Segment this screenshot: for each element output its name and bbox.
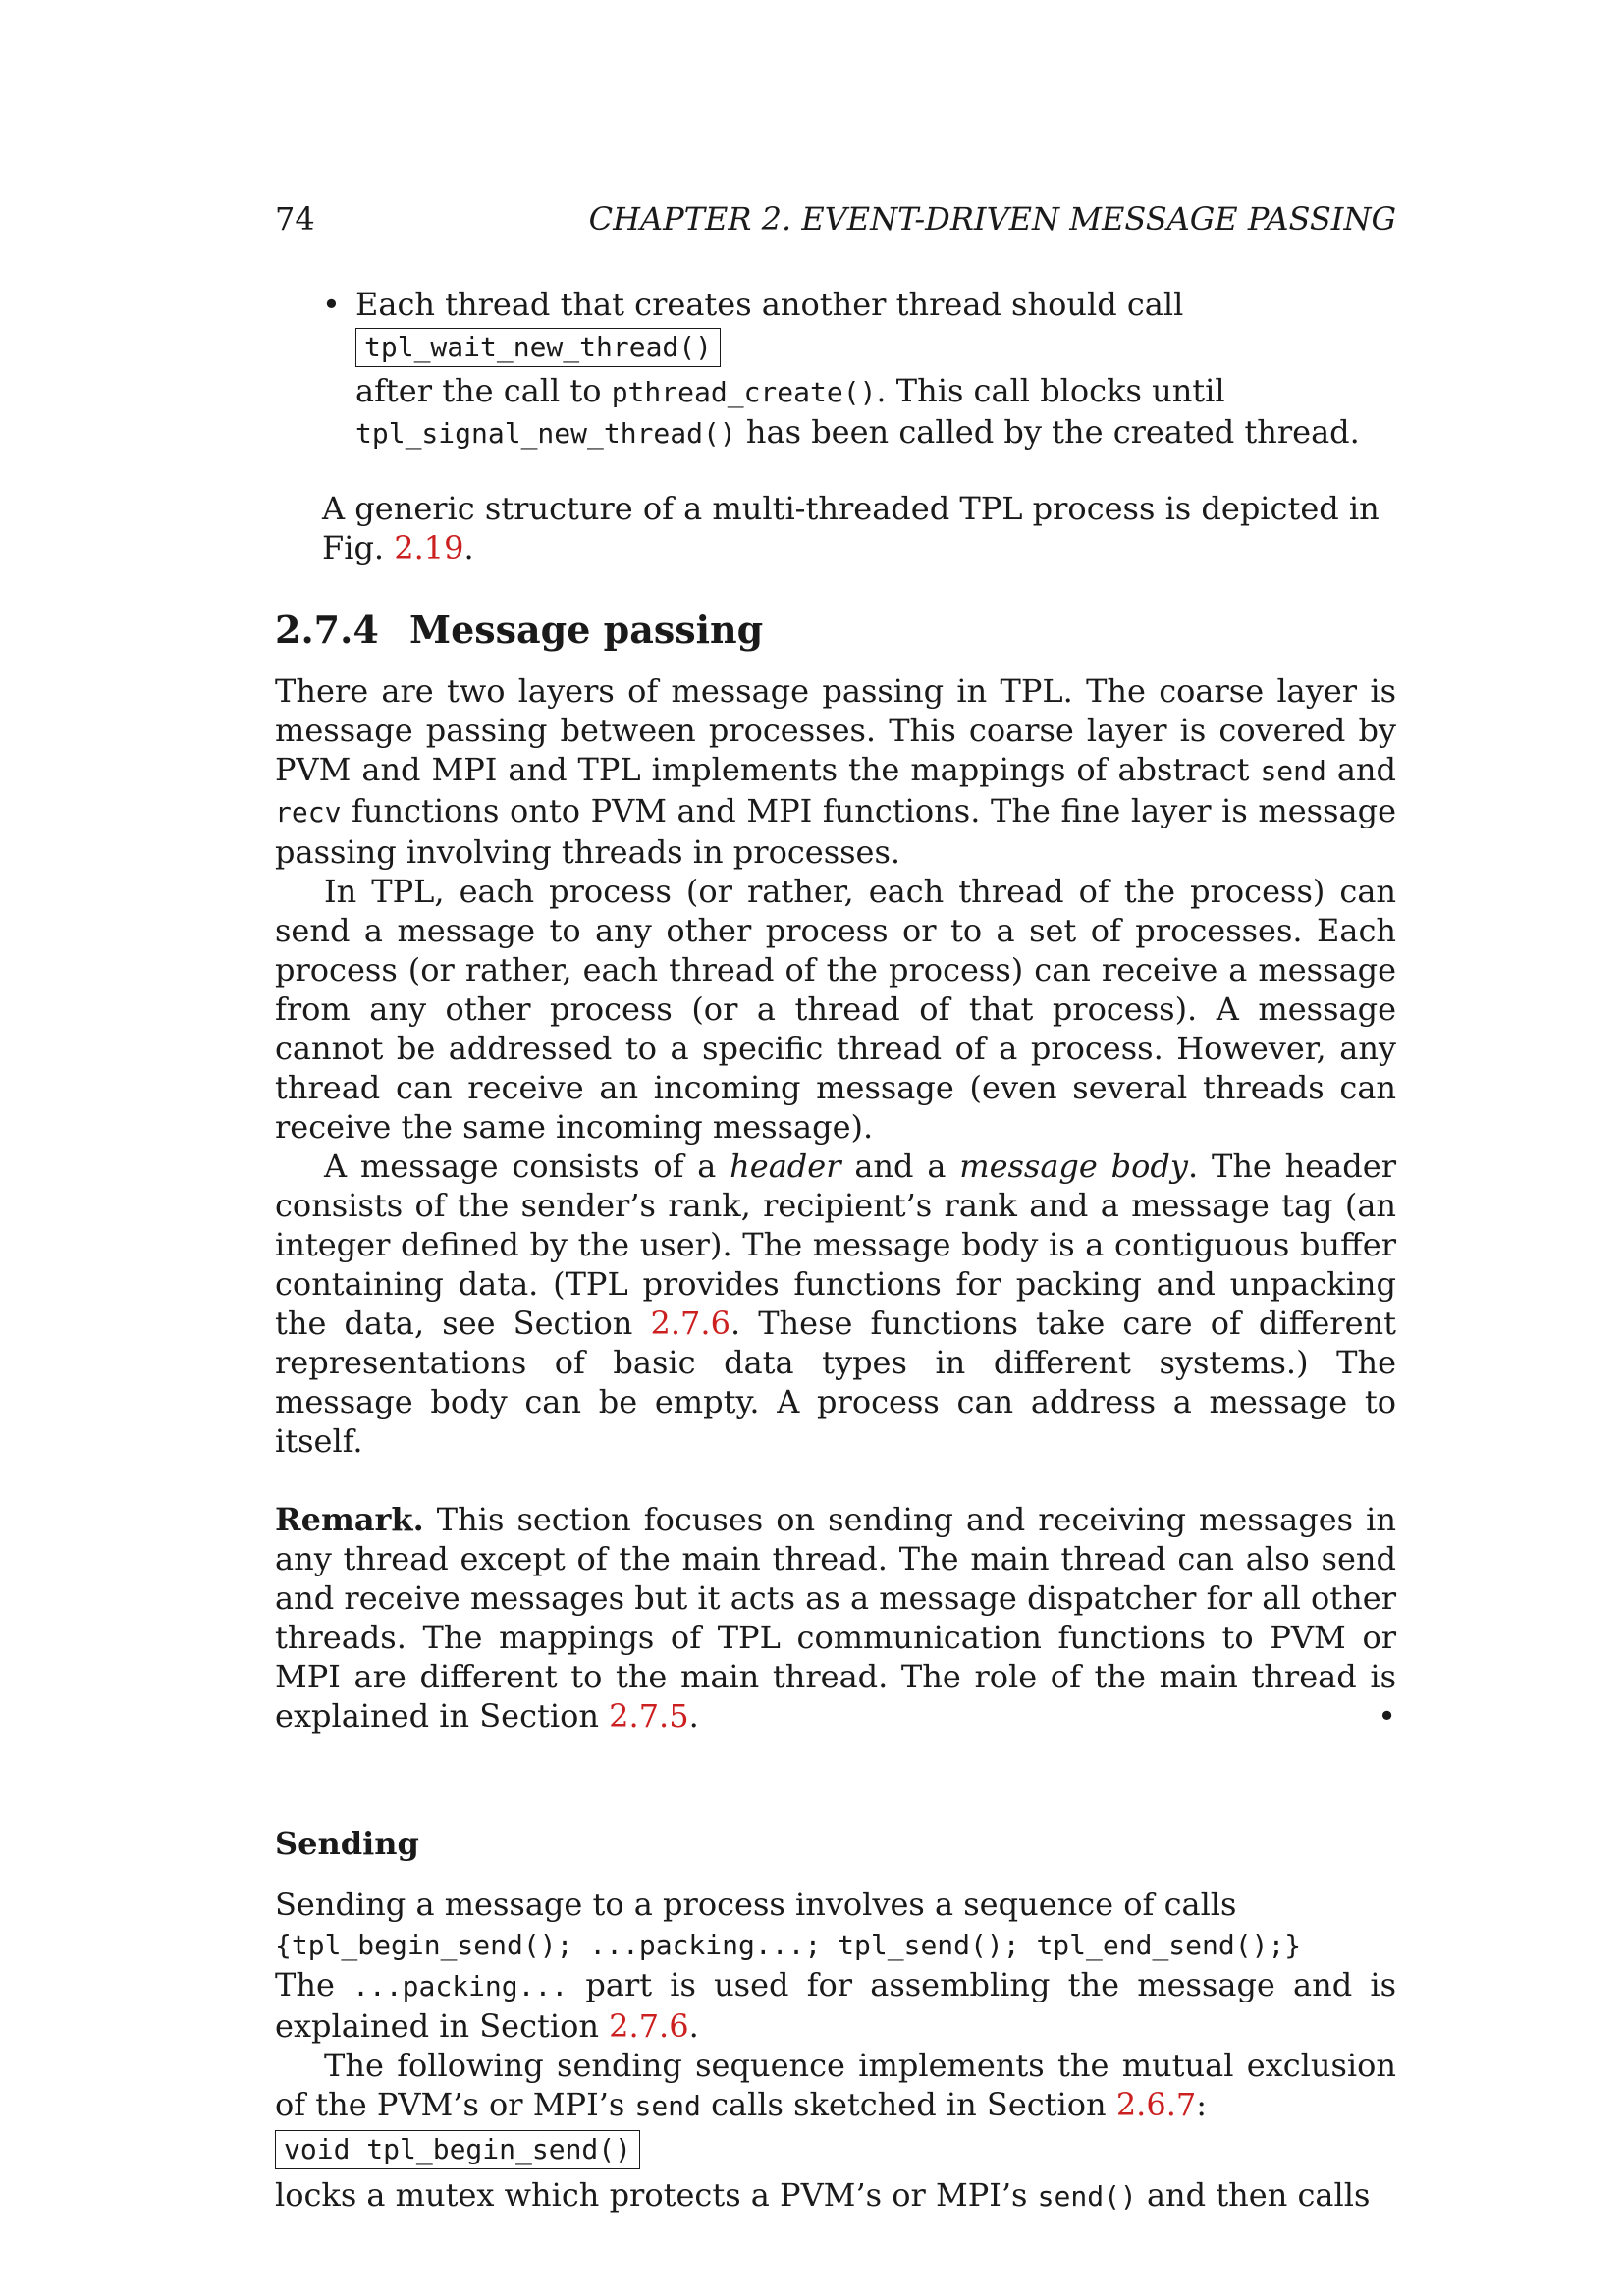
- remark-paragraph: Remark. This section focuses on sending and receiving messages in any thread except of the main thread. The main thread can also send and receive messages but it acts as a message dispatcher for all other threads. The mappings of TPL communication functions to PVM or MPI are different to the main thread. The role of the main thread is explained in Section 2.7.5. •: [275, 1501, 1396, 1735]
- paragraph-message-structure: A message consists of a header and a message body. The header consists of the sender’s rank, recipient’s rank and a message tag (an integer defined by the user). The message body is a contiguous buffer containing data. (TPL provides functions for packing and unpacking the data, see Section 2.7.6. These functions take care of different representations of basic data types in different systems.) The message body can be empty. A process can address a message to itself.: [275, 1148, 1397, 1460]
- sending-sequence: {tpl_begin_send(); ...packing...; tpl_send(); tpl_end_send();}: [275, 1929, 1302, 1961]
- page-body: [275, 285, 1396, 2216]
- figure-ref-link[interactable]: 2.19: [394, 529, 464, 566]
- remark-end-mark: •: [1378, 1697, 1396, 1735]
- boxed-call-begin-send: void tpl_begin_send(): [275, 2130, 640, 2169]
- section-heading: [275, 607, 1396, 654]
- code-send: send: [634, 2090, 701, 2122]
- bullet-line-1: Each thread that creates another thread should call: [355, 286, 1184, 323]
- section-title: Message passing: [409, 608, 764, 652]
- generic-structure-sentence: A generic structure of a multi-threaded TPL process is depicted in Fig. 2.19.: [322, 490, 1380, 566]
- bullet-item: [275, 285, 1396, 454]
- sending-lock-sentence: locks a mutex which protects a PVM’s or MPI’s send() and then calls: [275, 2176, 1371, 2214]
- sending-mutex-paragraph: The following sending sequence implements the mutual exclusion of the PVM’s or MPI’s send calls sketched in Section 2.6.7:: [275, 2047, 1396, 2123]
- code-pthread-create: pthread_create(): [611, 376, 877, 408]
- bullet-line-2: after the call to pthread_create(). This call blocks until: [355, 372, 1225, 409]
- section-ref-link[interactable]: 2.7.6: [609, 2007, 689, 2045]
- running-title: CHAPTER 2. EVENT-DRIVEN MESSAGE PASSING: [588, 200, 1396, 238]
- paragraph-layers: There are two layers of message passing in TPL. The coarse layer is message passing between processes. This coarse layer is covered by PVM and MPI and TPL implements the mappings of abstract send and recv functions onto PVM and MPI functions. The fine layer is message passing involving threads in processes.: [275, 672, 1397, 871]
- sending-intro: Sending a message to a process involves a sequence of calls: [275, 1886, 1237, 1923]
- paragraph-processes: In TPL, each process (or rather, each thread of the process) can send a message to any other process or to a set of processes. Each process (or rather, each thread of the process) can receive a message from any other process (or a thread of that process). A message cannot be addressed to a specific thread of a process. However, any thread can receive an incoming message (even several threads can receive the same incoming message).: [275, 873, 1396, 1146]
- sending-packing-note: The ...packing... part is used for assembling the message and is explained in Section 2.7.6.: [275, 1966, 1397, 2045]
- bullet-icon: •: [322, 286, 341, 323]
- section-ref-link[interactable]: 2.6.7: [1115, 2086, 1197, 2123]
- boxed-call-wait-new-thread: tpl_wait_new_thread(): [355, 328, 721, 367]
- code-send: send: [1260, 755, 1326, 787]
- code-packing: ...packing...: [352, 1970, 568, 2002]
- code-recv: recv: [275, 796, 342, 828]
- code-send-call: send(): [1037, 2180, 1137, 2213]
- section-ref-link[interactable]: 2.7.5: [609, 1697, 689, 1735]
- code-signal-new-thread: tpl_signal_new_thread(): [355, 417, 736, 450]
- section-ref-link[interactable]: 2.7.6: [650, 1305, 730, 1342]
- page-number: 74: [275, 200, 315, 238]
- subsection-heading-sending: Sending: [275, 1825, 419, 1862]
- page-header: [275, 196, 1396, 241]
- remark-label: Remark.: [275, 1501, 424, 1538]
- section-number: 2.7.4: [275, 608, 379, 652]
- bullet-line-3: tpl_signal_new_thread() has been called by the created thread.: [355, 413, 1360, 451]
